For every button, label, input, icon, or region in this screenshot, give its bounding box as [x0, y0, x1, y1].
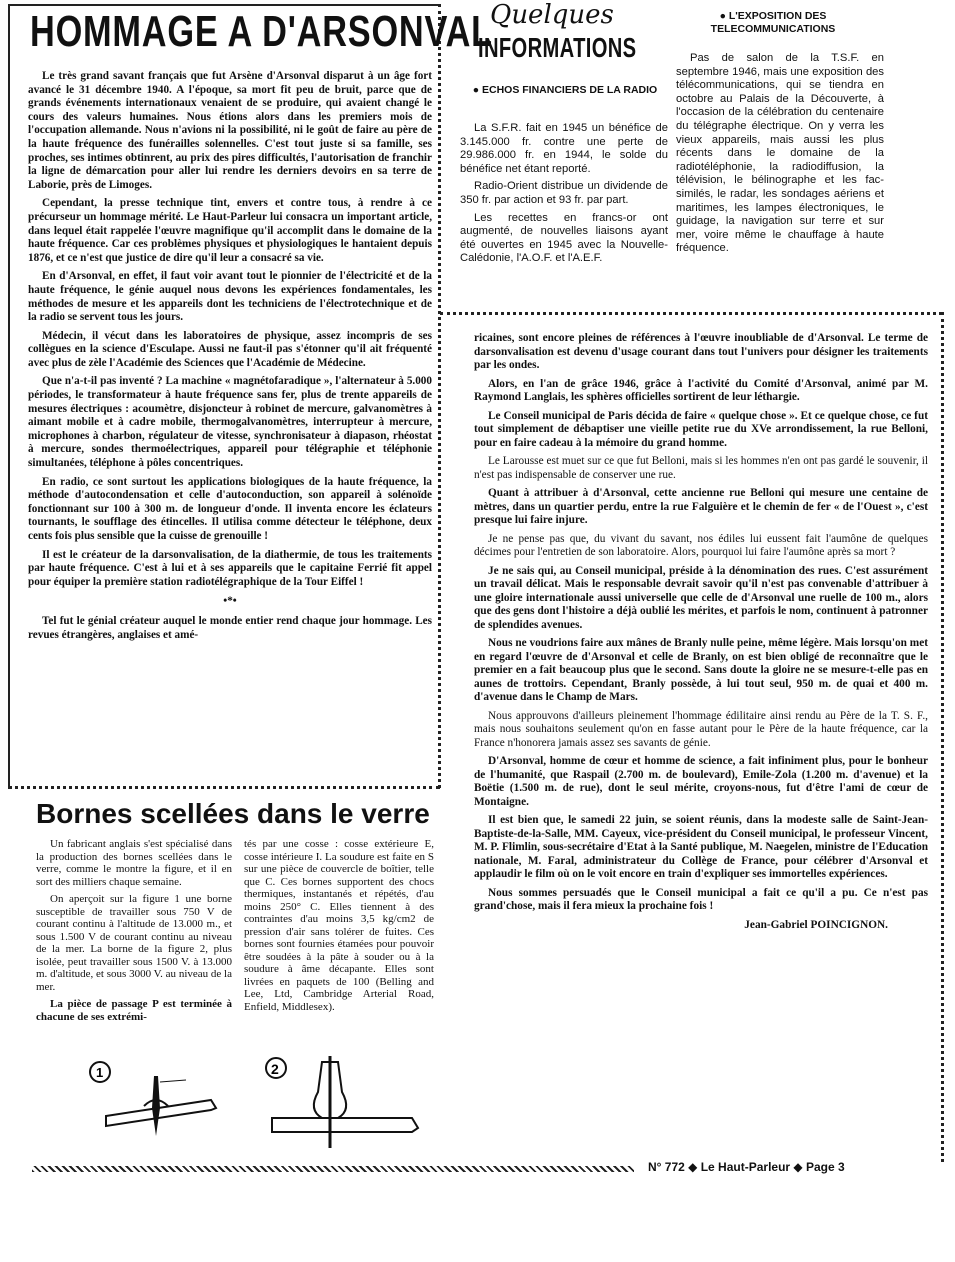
figure-1-plate: [106, 1100, 216, 1126]
hommage-paragraph-4: Médecin, il vécut dans les laboratoires de physique, assez incompris de ses collègues en la science d'Esculape. Aussi ne faut-il pas s'étonner qu'il ait fréquenté avec plus de zèle l'Académie des Sciences que l'Académie de Médecine.: [28, 329, 432, 369]
infos-section-1-title-text: ECHOS FINANCIERS DE LA RADIO: [482, 84, 658, 96]
hommage-signature: Jean-Gabriel POINCIGNON.: [744, 918, 888, 931]
hommage-c-paragraph-6: Je ne pense pas que, du vivant du savant, nos édiles lui eussent fait l'aumône de quelques décimes pour l'entretien de son laboratoire. Alors, pourquoi lui faire l'aumône après sa mort ?: [474, 532, 928, 558]
hommage-column-1: [28, 70, 432, 647]
hommage-paragraph-3: En d'Arsonval, en effet, il faut voir avant tout le pionnier de l'électricité et de la haute fréquence, le génie auquel nous devons les expériences fondamentales, les méthodes de mesure et les appareils dont les techniciens de l'électrotechnique et de la radio se servent tous les jours.: [28, 270, 432, 324]
infos-section-2-title: [678, 10, 868, 36]
figure-1-terminal: [152, 1076, 160, 1136]
hommage-mid-border: [440, 312, 942, 315]
hommage-paragraph-6: En radio, ce sont surtout les applications biologiques de la haute fréquence, la méthode d'autocondensation et celle d'autoconduction, son appareil à solénoïde fonctionnant sur 100 à 300 m. de longueur d'onde. Il inventa encore les éclateurs tournants, le soufflage des étincelles. Il utilisa comme détecteur le téléphone, deux cents fois plus sensible que la cuisse de grenouille !: [28, 475, 432, 542]
hommage-separator: •*•: [223, 595, 237, 608]
hommage-paragraph-5: Que n'a-t-il pas inventé ? La machine « magnétofaradique », l'alternateur à 5.000 périodes, le transformateur à haute fréquence sans fer, plus de trente appareils de mesures électriques : acoumètre, disjoncteur à robinet de mercure, galvanomètres à aimant mobile et à cadre mobile, thermogalvanomètres, interrupteur à mercure, microphones à charbon, régulateur de vitesse, synchronisateur à diapason, rhéostat à mercure, sondes thermoélectriques, appareil pour télégraphie et téléphonie simultanées, téléphone à pôles concentriques.: [28, 375, 432, 470]
infos-s1-paragraph-2: Radio-Orient distribue un dividende de 350 fr. par action et 93 fr. par part.: [460, 180, 668, 206]
hommage-c-paragraph-9: Nous approuvons d'ailleurs pleinement l'hommage édilitaire ainsi rendu au Père de la T. S. F., mais nous souhaitons seulement qu'on en fasse autant pour le Père de la haute fréquence, car la France n'honorera jamais assez ses savants de génie.: [474, 709, 928, 749]
hommage-paragraph-2: Cependant, la presse technique tint, envers et contre tous, à rendre à ce précurseur un hommage mérité. Le Haut-Parleur lui consacra un important article, dans lequel était rappelée l'œuvre magnifique qu'il accomplit dans le domaine de la haute fréquence. Car ces problèmes physiques et physiologiques le hantaient depuis 1876, et ce n'est que justice de dire qu'il leur a consacré sa vie.: [28, 197, 432, 264]
infos-section-2: [676, 52, 884, 260]
hommage-c-paragraph-8: Nous ne voudrions faire aux mânes de Branly nulle peine, même légère. Mais lorsqu'on met en regard l'œuvre de d'Arsonval et celle de Branly, on est bien obligé de reconnaître que le premier en a fait beaucoup plus que le second. Sans doute la gloire ne se mesure-t-elle pas en aunes de trottoirs. Cependant, Branly possède, à lui tout seul, 950 m. de quai et 400 m. d'avenue dans le Champ de Mars.: [474, 637, 928, 703]
infos-s2-paragraph-1: Pas de salon de la T.S.F. en septembre 1946, mais une exposition des télécommunications, qui se tiendra en octobre au Palais de la Découverte, à l'occasion de la célébration du centenaire du télégraphe électrique. On y verra les vieux appareils, mais aussi les plus récents dans le domaine de la radiotéléphonie, la radiodiffusion, la télévision, le bélinographe et les fac-similés, le radar, les sondages aériens et maritimes, les lampes électroniques, le guidage, la navigation sur terre et sur mer, voire même le chauffage à haute fréquence.: [676, 52, 884, 255]
hommage-c-paragraph-1: ricaines, sont encore pleines de références à l'œuvre inoubliable de d'Arsonval. Le terme de darsonvalisation est devenu d'usage courant dans tout l'univers pour désigner les traitements par les ondes.: [474, 332, 928, 371]
figure-1-number: 1: [96, 1065, 104, 1080]
bornes-top-border: [8, 786, 440, 789]
footer-rule: [32, 1166, 634, 1172]
figure-1-leader-e: [160, 1080, 186, 1082]
hommage-c-paragraph-3: Le Conseil municipal de Paris décida de faire « quelque chose ». Et ce quelque chose, ce fut tout simplement de débaptiser une vieille petite rue du XVe arrondissement, la rue Belloni, pour en faire cadeau à la mémoire du grand homme.: [474, 409, 928, 449]
hommage-c-paragraph-5: Quant à attribuer à d'Arsonval, cette ancienne rue Belloni qui mesure une centaine de mètres, dans un quartier perdu, entre la rue Falguière et le chemin de fer « de l'Ouest », c'est presque lui faire injure.: [474, 487, 928, 526]
figure-2-plate: [272, 1118, 418, 1132]
hommage-c-paragraph-2: Alors, en l'an de grâce 1946, grâce à l'activité du Comité d'Arsonval, animé par M. Raymond Langlais, les sphères officielles sortirent de leur léthargie.: [474, 377, 928, 403]
infos-s1-paragraph-1: La S.F.R. fait en 1945 un bénéfice de 3.145.000 fr. contre une perte de 29.986.000 fr. en 1944, le solde du bénéfice net étant reporté.: [460, 122, 668, 175]
hommage-right-border: [438, 4, 441, 788]
bornes-paragraph-2: On aperçoit sur la figure 1 une borne susceptible de travailler sous 750 V de courant continu à l'altitude de 13.000 m., et sous 1.500 V de courant continu au niveau de la mer. La borne de la figure 2, plus isolée, peut travailler sous 1500 V. à 13.000 m. d'altitude, et sous 3000 V. au niveau de la mer.: [36, 893, 232, 993]
bornes-paragraph-3: La pièce de passage P est terminée à chacune de ses extrémi-: [36, 998, 232, 1023]
figure-2-number: 2: [271, 1061, 279, 1077]
bornes-paragraph-1: Un fabricant anglais s'est spécialisé dans la production des bornes scellées dans le verre, comme le montre la figure, et il en sort des milliers chaque semaine.: [36, 838, 232, 888]
bornes-column-1: [36, 838, 232, 1028]
hommage-c-paragraph-12: Nous sommes persuadés que le Conseil municipal a fait ce qu'il a pu. Ce n'est pas grand'chose, mais il fera mieux la prochaine fois !: [474, 886, 928, 912]
hommage-paragraph-8: Tel fut le génial créateur auquel le monde entier rend chaque jour hommage. Les revues étrangères, anglaises et amé-: [28, 614, 432, 641]
hommage-col2-right-border: [941, 312, 944, 1162]
bornes-figure-1: [86, 1058, 236, 1148]
bullet-icon: ●: [472, 84, 483, 96]
bornes-figure-2: [262, 1052, 432, 1152]
footer-folio: N° 772 ◆ Le Haut-Parleur ◆ Page 3: [648, 1160, 845, 1174]
infos-title: INFORMATIONS: [478, 32, 637, 63]
hommage-c-paragraph-4: Le Larousse est muet sur ce que fut Belloni, mais si les hommes n'en ont pas gardé le souvenir, il n'est pas indispensable de conserver une rue.: [474, 455, 928, 481]
hommage-paragraph-7: Il est le créateur de la darsonvalisation, de la diathermie, de tous les traitements par haute fréquence. C'est à lui et à ses appareils que le capitaine Ferrié fit appel pour équiper la première station radiotélégraphique de la Tour Eiffel !: [28, 548, 432, 588]
bornes-title: Bornes scellées dans le verre: [36, 798, 430, 829]
hommage-c-paragraph-11: Il est bien que, le samedi 22 juin, se soient réunis, dans la modeste salle de Saint-Jean-Baptiste-de-la-Salle, MM. Cayeux, vice-président du Conseil municipal, le professeur Vincent, M. P. Flimlin, sous-secrétaire d'Etat à la Santé publique, M. Naegelen, ministre de l'Education nationale, M. Faral, administrateur du Collège de France, pour célébrer d'Arsonval et applaudir le film où on le voit encore en train d'expliquer ses immortelles expériences.: [474, 814, 928, 880]
hommage-c-paragraph-10: D'Arsonval, homme de cœur et homme de science, a fait infiniment plus, pour le bonheur de l'humanité, que Raspail (2.700 m. de boulevard), Emile-Zola (1.200 m. d'avenue) et la Boëtie (1.500 m. de rue), dont le seul mérite, croyons-nous, fut d'être l'ami de cœur de Montaigne.: [474, 755, 928, 808]
hommage-column-2: [474, 332, 928, 932]
hommage-title: HOMMAGE A D'ARSONVAL: [30, 7, 493, 56]
infos-section-2-title-text: L'EXPOSITION DES TELECOMMUNICATIONS: [710, 10, 836, 35]
infos-section-1-title: [460, 84, 670, 97]
infos-s1-paragraph-3: Les recettes en francs-or ont augmenté, de nouvelles liaisons ayant été ouvertes en 1945 avec la Nouvelle-Calédonie, l'A.O.F. et l'A.E.F.: [460, 211, 668, 265]
bornes-paragraph-4: tés par une cosse : cosse extérieure E, cosse intérieure I. La soudure est faite en S sur une pièce de couvercle de boîtier, telle que C. Ces bornes supportent des chocs thermiques, instantanés et répétés, d'au moins 250° C. Elles tiennent à des contraintes d'au moins 3,5 kg/cm2 de pression d'air sans tolérer de fuites. Ces bornes sont fournies étamées pour pouvoir être soudées à la pâte à souder ou à la soudure à âme décapante. Elles sont livrées en paquets de 100 (Belling and Lee, Ltd, Cambridge Arterial Road, Enfield, Middlesex).: [244, 838, 434, 1013]
hommage-paragraph-1: Le très grand savant français que fut Arsène d'Arsonval disparut à un âge fort avancé le 31 décembre 1940. A l'époque, sa mort fit peu de bruit, parce que de grands événements internationaux venaient de se produire, qui avaient changé le cours des valeurs humaines. Nous étions alors dans les premiers mois de l'occupation allemande. Nous n'avions ni la possibilité, ni le goût de faire au père de la haute fréquence des funérailles solennelles. C'est tout juste si sa famille, ses proches, ses intimes obtinrent, au prix des pires difficultés, l'autorisation de franchir la ligne de démarcation pour aller lui rendre les derniers devoirs en sa terre de Laborie, près de Limoges.: [28, 70, 432, 191]
infos-script-heading: Quelques: [490, 0, 614, 30]
hommage-c-paragraph-7: Je ne sais qui, au Conseil municipal, préside à la dénomination des rues. C'est assurément un travail délicat. Mais le responsable devrait savoir qu'il n'est pas convenable d'attribuer à une gloire internationale aussi universelle que celle de d'Arsonval une ruelle de 100 m., alors que des gens dont l'histoire a déjà oublié les mérites, et parfois le nom, continuent à patronner de splendides avenues.: [474, 564, 928, 631]
bullet-icon: ●: [719, 10, 729, 22]
bornes-column-2: [244, 838, 434, 1018]
infos-section-1: [460, 122, 668, 270]
